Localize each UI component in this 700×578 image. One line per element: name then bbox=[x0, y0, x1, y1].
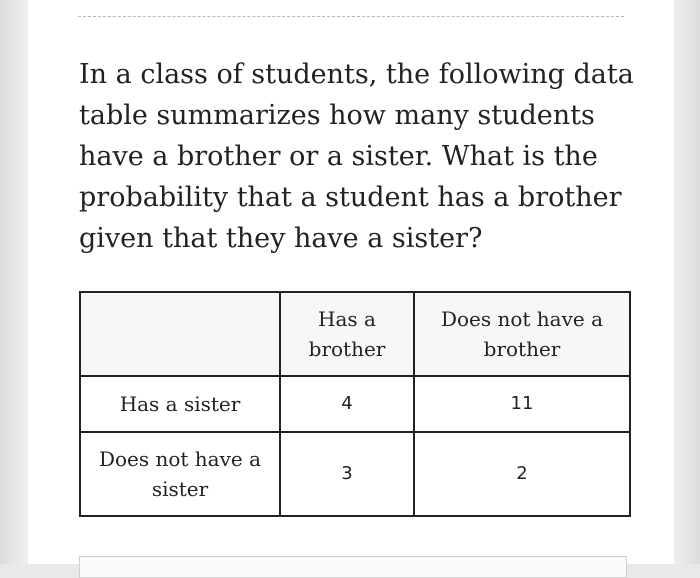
dashed-divider bbox=[78, 16, 624, 17]
cell-sister-brother: 4 bbox=[280, 376, 414, 432]
data-table bbox=[79, 291, 631, 517]
answer-box[interactable] bbox=[79, 556, 627, 578]
question-text: In a class of students, the following data table summarizes how many students have a brother or a sister. What is the probability that a student has a brother given that they have a sister? bbox=[79, 59, 634, 254]
table-row bbox=[80, 376, 630, 432]
cell-no-sister-brother: 3 bbox=[280, 432, 414, 516]
right-margin bbox=[674, 0, 700, 564]
cell-sister-no-brother: 11 bbox=[414, 376, 630, 432]
left-margin bbox=[0, 0, 28, 564]
table-row bbox=[80, 432, 630, 516]
table-header-row bbox=[80, 292, 630, 376]
column-header-has-brother: Has a brother bbox=[280, 292, 414, 376]
column-header-no-brother: Does not have a brother bbox=[414, 292, 630, 376]
row-label-no-sister: Does not have a sister bbox=[80, 432, 280, 516]
row-label-has-sister: Has a sister bbox=[80, 376, 280, 432]
cell-no-sister-no-brother: 2 bbox=[414, 432, 630, 516]
table-corner-cell bbox=[80, 292, 280, 376]
question-card bbox=[28, 0, 674, 564]
